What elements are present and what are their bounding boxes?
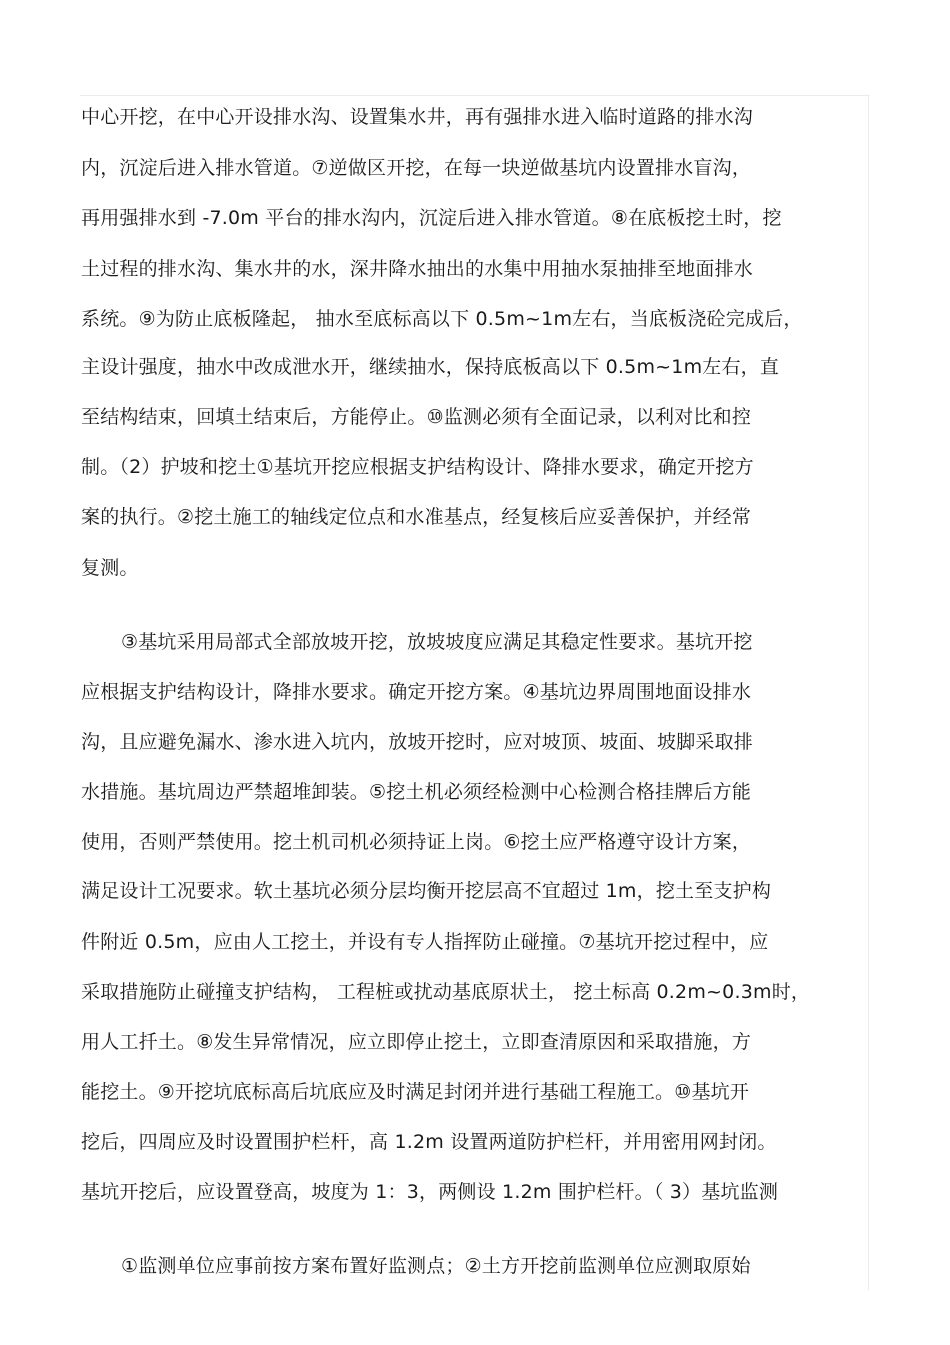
text-line: 挖后，四周应及时设置围护栏杆，高 1.2m 设置两道防护栏杆，并用密用网封闭。: [81, 1131, 777, 1153]
text-line: 用人工扦土。⑧发生异常情况，应立即停止挖土，立即查清原因和采取措施，方: [81, 1031, 752, 1053]
text-line: 沟，且应避免漏水、渗水进入坑内，放坡开挖时，应对坡顶、坡面、坡脚采取排: [81, 731, 754, 753]
text-line: 复测。: [81, 557, 139, 579]
text-line: 制。（2）护坡和挖土①基坑开挖应根据支护结构设计、降排水要求，确定开挖方: [81, 456, 754, 478]
page-edge-right: [868, 95, 869, 1290]
text-line: 再用强排水到 -7.0m 平台的排水沟内，沉淀后进入排水管道。⑧在底板挖土时，挖: [81, 207, 782, 229]
text-line: 基坑开挖后，应设置登高，坡度为 1：3，两侧设 1.2m 围护栏杆。（ 3）基坑监测: [81, 1181, 779, 1203]
paragraph-first-line: ③基坑采用局部式全部放坡开挖，放坡坡度应满足其稳定性要求。基坑开挖: [121, 631, 753, 653]
text-line: 案的执行。②挖土施工的轴线定位点和水准基点，经复核后应妥善保护，并经常: [81, 506, 752, 528]
page-edge-top: [80, 95, 870, 96]
text-line: 使用，否则严禁使用。挖土机司机必须持证上岗。⑥挖土应严格遵守设计方案，: [81, 831, 752, 853]
text-line: 中心开挖，在中心开设排水沟、设置集水井，再有强排水进入临时道路的排水沟: [81, 106, 754, 128]
text-line: 主设计强度，抽水中改成泄水开，继续抽水，保持底板高以下 0.5m~1m左右，直: [81, 356, 780, 378]
text-line: 采取措施防止碰撞支护结构， 工程桩或扰动基底原状土， 挖土标高 0.2m~0.3m时，: [81, 981, 811, 1003]
text-line: 满足设计工况要求。软土基坑必须分层均衡开挖层高不宜超过 1m，挖土至支护构: [81, 880, 772, 902]
text-line: 能挖土。⑨开挖坑底标高后坑底应及时满足封闭并进行基础工程施工。⑩基坑开: [81, 1081, 750, 1103]
text-line: 水措施。基坑周边严禁超堆卸装。⑤挖土机必须经检测中心检测合格挂牌后方能: [81, 781, 752, 803]
paragraph-first-line: ①监测单位应事前按方案布置好监测点；②土方开挖前监测单位应测取原始: [121, 1255, 751, 1277]
text-line: 至结构结束，回填土结束后，方能停止。⑩监测必须有全面记录，以利对比和控: [81, 406, 752, 428]
text-line: 土过程的排水沟、集水井的水，深井降水抽出的水集中用抽水泵抽排至地面排水: [81, 258, 754, 280]
text-line: 应根据支护结构设计，降排水要求。确定开挖方案。④基坑边界周围地面设排水: [81, 681, 752, 703]
text-line: 系统。⑨为防止底板隆起， 抽水至底标高以下 0.5m~1m左右，当底板浇砼完成后，: [81, 308, 803, 330]
text-line: 内，沉淀后进入排水管道。⑦逆做区开挖，在每一块逆做基坑内设置排水盲沟，: [81, 157, 752, 179]
text-line: 件附近 0.5m，应由人工挖土，并设有专人指挥防止碰撞。⑦基坑开挖过程中，应: [81, 931, 769, 953]
